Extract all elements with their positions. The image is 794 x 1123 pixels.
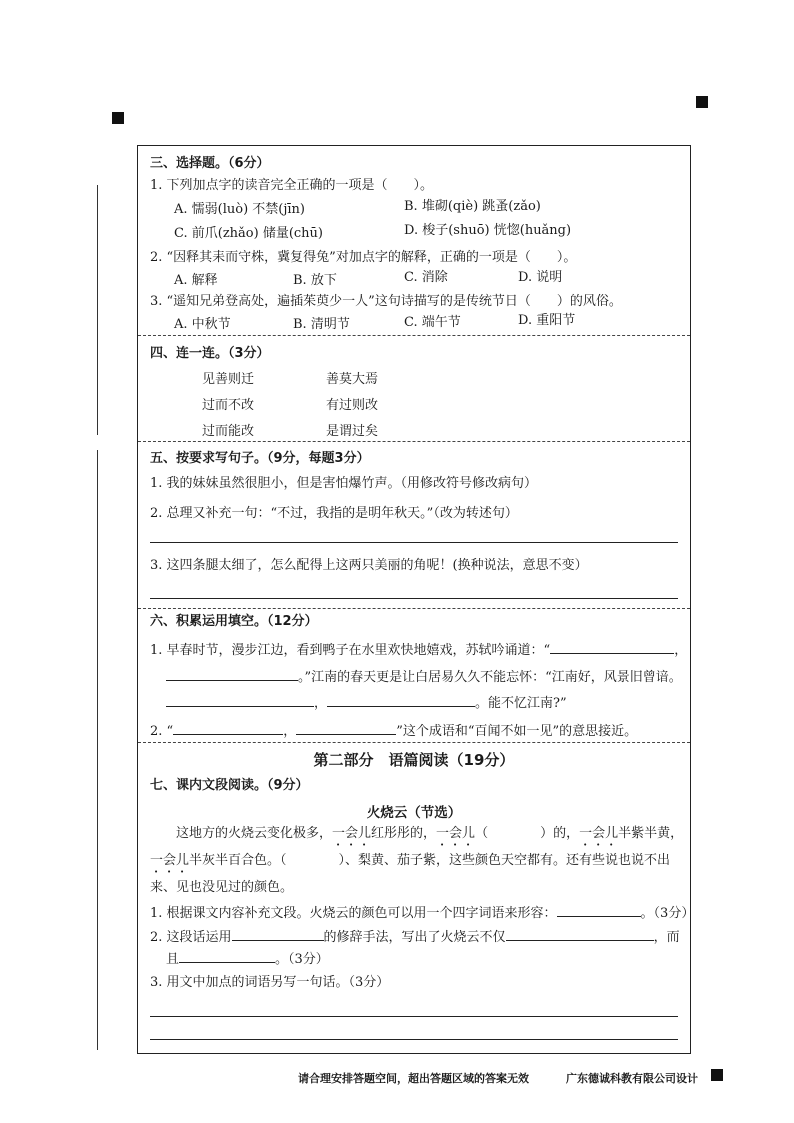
q6-1-line2	[166, 668, 682, 686]
q7-1-line	[150, 904, 694, 922]
q3-2-option-a[interactable]: A. 解释	[174, 273, 218, 288]
q3-2-option-d[interactable]: D. 说明	[518, 270, 563, 285]
divider-3-4	[138, 335, 690, 336]
section4-header: 四、连一连。（3分）	[150, 346, 270, 361]
q6-1-text-b: 。”江南的春天更是让白居易久久不能忘怀：“江南好，风景旧曾谙。	[298, 670, 682, 685]
section7-header: 七、课内文段阅读。（9分）	[150, 778, 309, 793]
registration-mark-top-right	[696, 96, 708, 108]
q3-3-option-a[interactable]: A. 中秋节	[174, 317, 231, 332]
passage-line-1	[150, 822, 684, 849]
passage-text: 半紫半黄，	[618, 826, 684, 841]
q7-2-line	[150, 928, 680, 946]
match-left-3[interactable]: 过而能改	[202, 424, 255, 439]
q6-2-end: ”这个成语和“百闻不如一见”的意思接近。	[396, 724, 638, 739]
q3-1-option-a[interactable]: A. 懦弱(luò) 不禁(jīn)	[174, 202, 305, 217]
q7-2-text-d: 且	[166, 952, 180, 967]
q6-1-sep: ，	[314, 696, 328, 711]
q3-2-option-c[interactable]: C. 消除	[404, 270, 448, 285]
registration-mark-bottom-right	[711, 1069, 723, 1081]
section5-header: 五、按要求写句子。（9分，每题3分）	[150, 451, 370, 466]
answer-sheet	[137, 145, 695, 1054]
q7-2-blank-1[interactable]	[232, 928, 324, 941]
registration-mark-top-left	[112, 112, 124, 124]
section3-header: 三、选择题。（6分）	[150, 156, 270, 171]
passage-text: （ ）的，	[475, 826, 580, 841]
q6-1-blank-3[interactable]	[166, 694, 314, 707]
q5-1: 1. 我的妹妹虽然很胆小，但是害怕爆竹声。（用修改符号修改病句）	[150, 476, 538, 491]
match-left-2[interactable]: 过而不改	[202, 398, 255, 413]
q3-1-stem: 1. 下列加点字的读音完全正确的一项是（ ）。	[150, 178, 434, 193]
q6-2-blank-1[interactable]	[173, 722, 283, 735]
q7-3-answer-line-1[interactable]	[150, 1016, 678, 1017]
footer-notice: 请合理安排答题空间，超出答题区域的答案无效	[298, 1072, 529, 1085]
q7-1-text: 1. 根据课文内容补充文段。火烧云的颜色可以用一个四字词语来形容：	[150, 906, 557, 921]
divider-5-6	[138, 608, 690, 609]
q5-3-answer-line[interactable]	[150, 598, 678, 599]
q6-1-blank-4[interactable]	[327, 694, 475, 707]
dotted-word: 一会儿	[332, 826, 372, 841]
q6-2-blank-2[interactable]	[296, 722, 396, 735]
passage-title: 火烧云（节选）	[366, 805, 462, 821]
q6-1-line1	[150, 641, 687, 659]
divider-6-part2	[138, 742, 690, 743]
q7-3: 3. 用文中加点的词语另写一句话。（3分）	[150, 975, 390, 990]
passage-text: 红彤彤的，	[371, 826, 437, 841]
q5-2: 2. 总理又补充一句：“不过，我指的是明年秋天。”（改为转述句）	[150, 506, 518, 521]
q3-3-stem: 3. “遥知兄弟登高处，遍插茱萸少一人”这句诗描写的是传统节日（ ）的风俗。	[150, 294, 622, 309]
q6-1-blank-2[interactable]	[166, 668, 298, 681]
passage-body	[150, 822, 684, 900]
q7-2-text-a: 2. 这段话运用	[150, 930, 232, 945]
margin-line-top	[97, 185, 98, 435]
q6-1-text-a-end: ，	[674, 643, 688, 658]
passage-text: 这地方的火烧云变化极多，	[176, 826, 333, 841]
q5-3: 3. 这四条腿太细了，怎么配得上这两只美丽的角呢！(换种说法，意思不变）	[150, 558, 588, 573]
margin-line-bottom	[97, 450, 98, 1050]
q3-3-option-b[interactable]: B. 清明节	[293, 317, 350, 332]
match-right-1[interactable]: 善莫大焉	[326, 372, 379, 387]
q7-3-answer-line-2[interactable]	[150, 1039, 678, 1040]
q7-2-blank-2[interactable]	[506, 928, 654, 941]
q3-1-option-c[interactable]: C. 前爪(zhǎo) 储量(chū)	[174, 226, 323, 241]
section6-header: 六、积累运用填空。（12分）	[150, 614, 318, 629]
part2-title: 第二部分 语篇阅读（19分）	[313, 751, 515, 769]
q6-1-blank-1[interactable]	[550, 641, 674, 654]
q7-2-text-e: 。（3分）	[275, 952, 329, 967]
dotted-word: 一会儿	[436, 826, 476, 841]
q6-1-text-b-end: 。能不忆江南?”	[475, 696, 567, 711]
match-left-1[interactable]: 见善则迁	[202, 372, 255, 387]
passage-text: 半灰半百合色。（ ）、梨黄、茄子紫，这些颜色天空都有。还有些说也说不出	[189, 853, 671, 868]
q3-2-option-b[interactable]: B. 放下	[293, 273, 337, 288]
divider-4-5	[138, 441, 690, 442]
q6-1-text-a: 1. 早春时节，漫步江边，看到鸭子在水里欢快地嬉戏，苏轼吟诵道：“	[150, 643, 551, 658]
q3-2-stem: 2. “因释其耒而守株，冀复得兔”对加点字的解释，正确的一项是（ ）。	[150, 250, 577, 265]
q6-1-line3	[166, 694, 567, 712]
passage-line-2	[150, 849, 680, 876]
q3-3-option-c[interactable]: C. 端午节	[404, 315, 461, 330]
dotted-word: 一会儿	[579, 826, 619, 841]
q7-1-end: 。（3分）	[640, 906, 695, 921]
match-right-3[interactable]: 是谓过矣	[326, 424, 379, 439]
q7-2-text-b: 的修辞手法，写出了火烧云不仅	[323, 930, 506, 945]
q6-2-sep: ，	[283, 724, 297, 739]
q6-2-start: 2. “	[150, 724, 174, 739]
q3-1-option-d[interactable]: D. 梭子(shuō) 恍惚(huǎng)	[404, 223, 572, 238]
dotted-word: 一会儿	[150, 853, 190, 868]
q3-1-option-b[interactable]: B. 堆砌(qiè) 跳蚤(zǎo)	[404, 199, 541, 214]
q7-1-blank[interactable]	[557, 904, 641, 917]
q7-2-line2	[166, 950, 329, 968]
q5-2-answer-line[interactable]	[150, 542, 678, 543]
footer-company: 广东德诚科教有限公司设计	[566, 1072, 698, 1085]
match-right-2[interactable]: 有过则改	[326, 398, 379, 413]
passage-line-3: 来、见也没见过的颜色。	[150, 880, 294, 895]
q3-3-option-d[interactable]: D. 重阳节	[518, 313, 576, 328]
q6-2-line	[150, 722, 637, 740]
q7-2-text-c: ，而	[653, 930, 680, 945]
q7-2-blank-3[interactable]	[179, 950, 275, 963]
